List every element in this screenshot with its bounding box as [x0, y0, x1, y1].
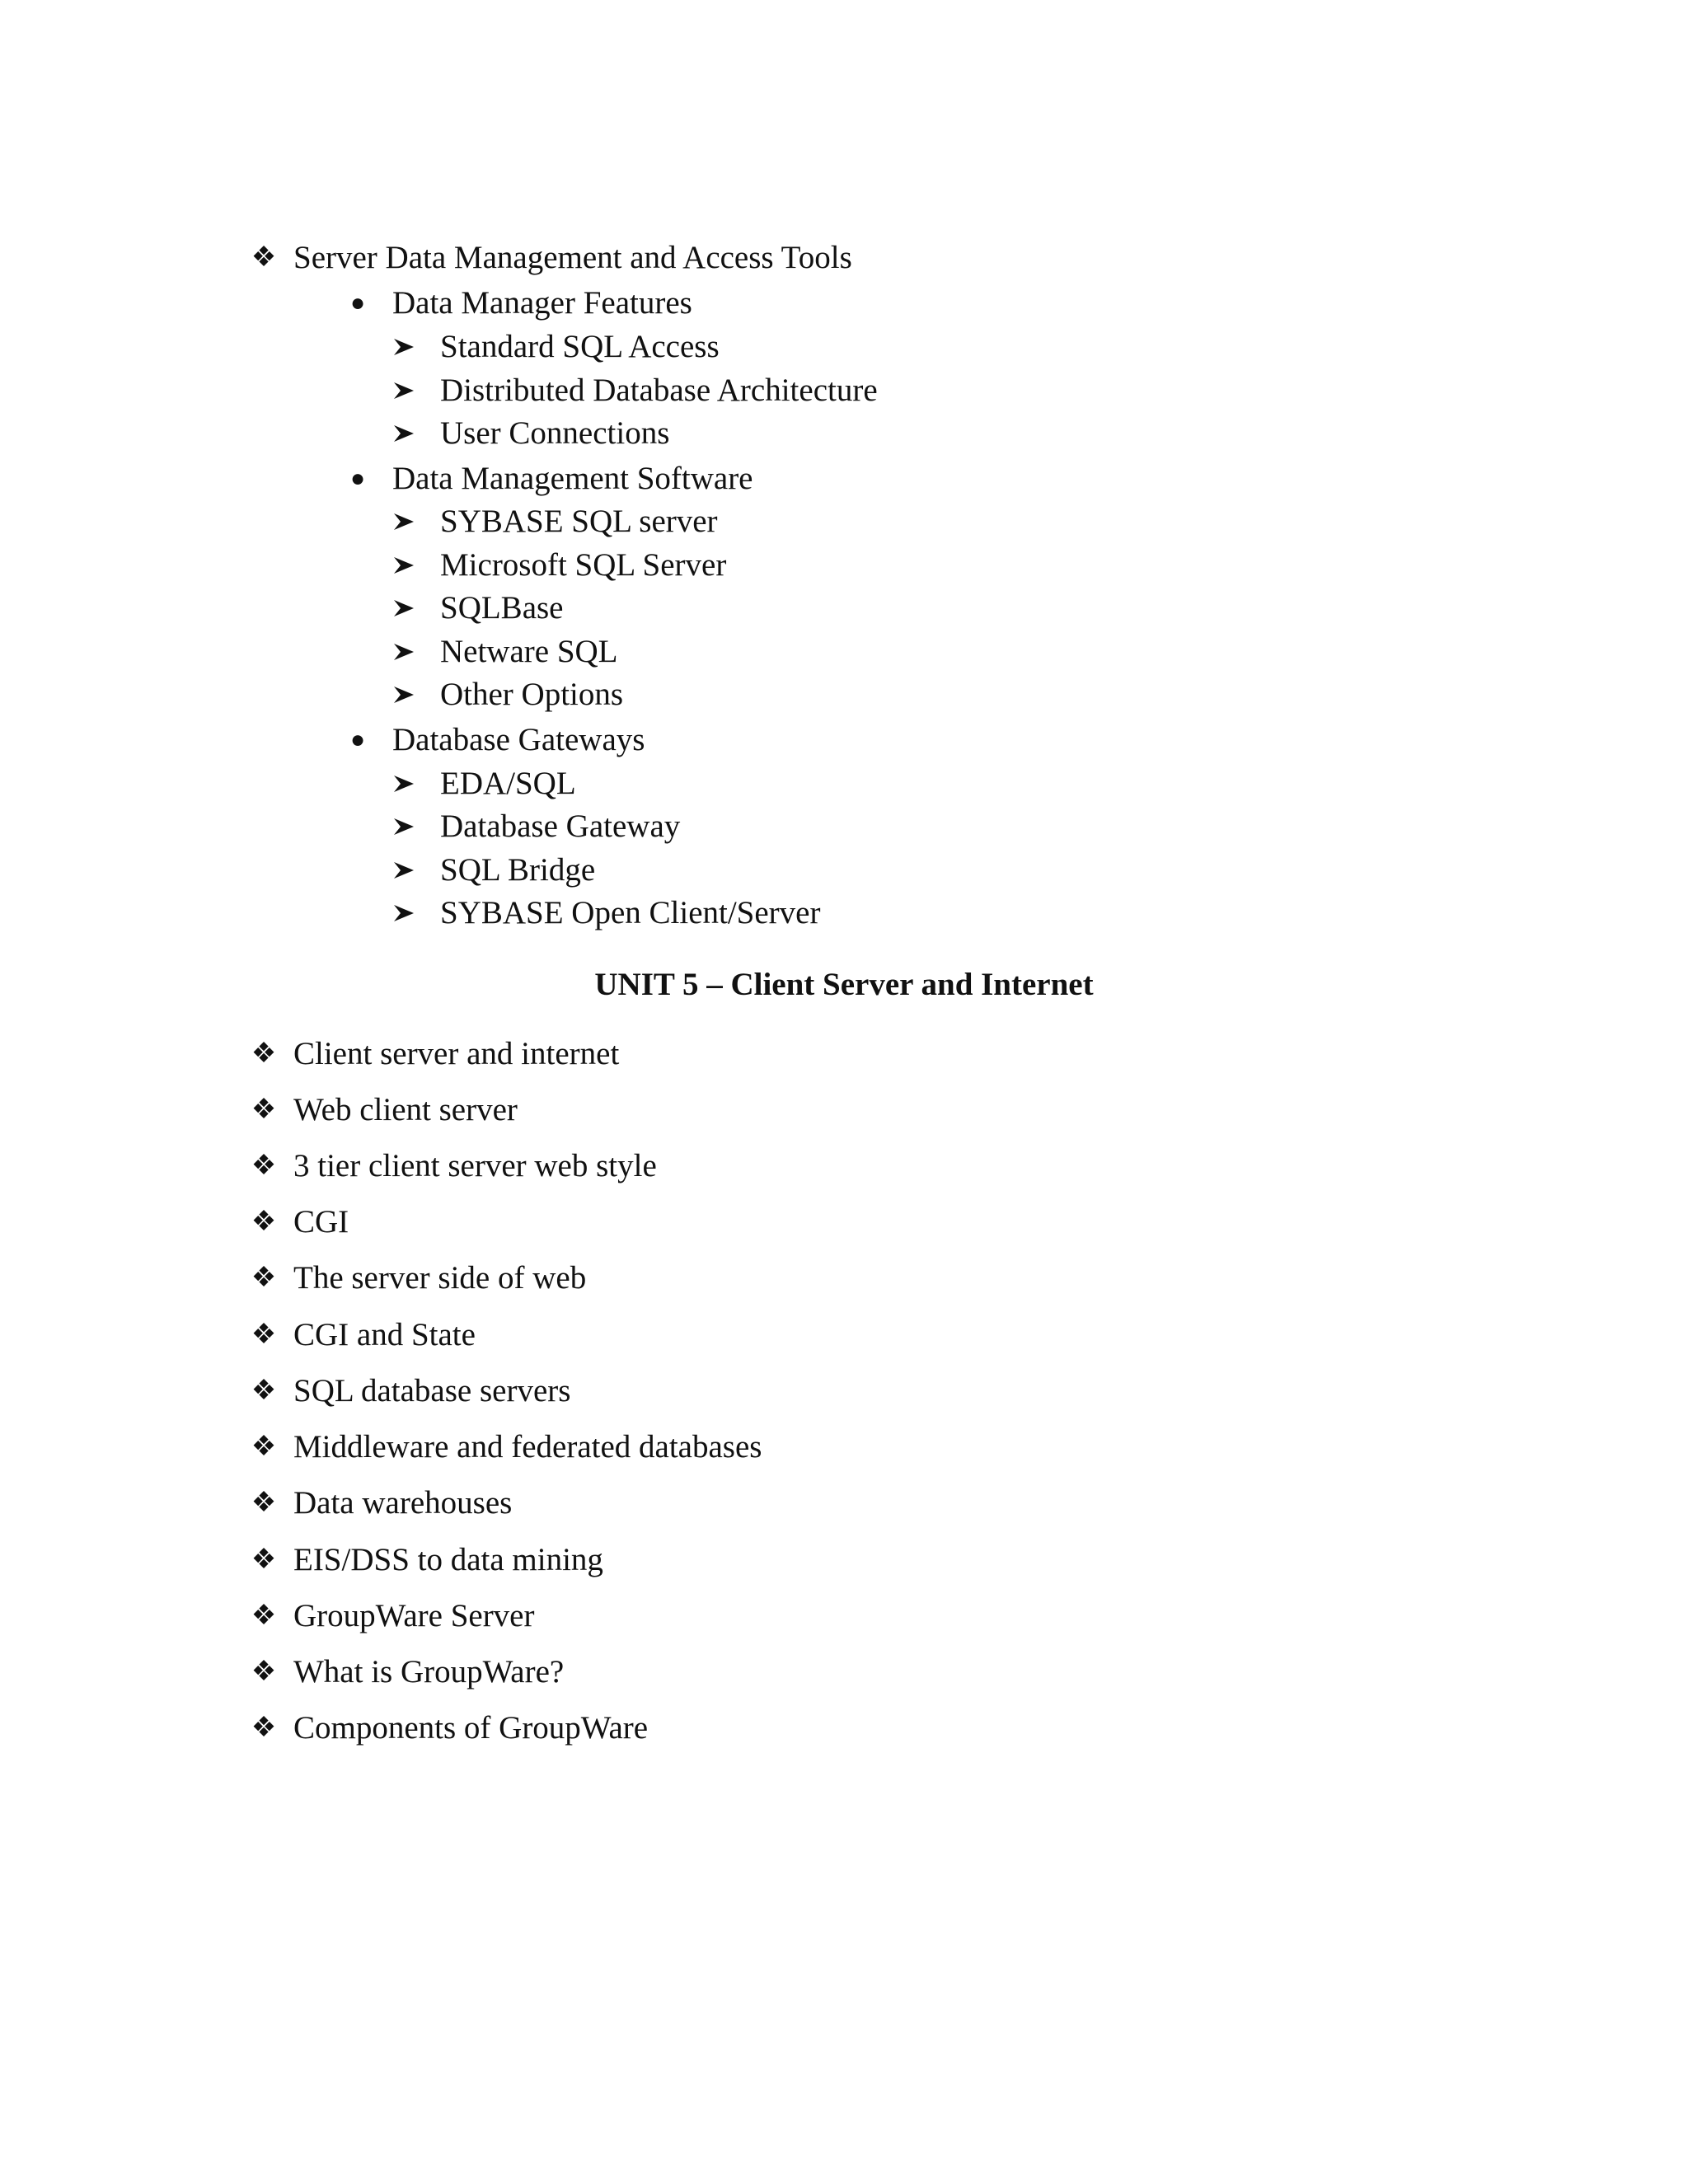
arrow-bullet-icon	[392, 808, 425, 837]
list-item-text: Standard SQL Access	[440, 329, 720, 364]
list-item-text: EDA/SQL	[440, 766, 576, 801]
diamond-bullet-icon: ❖	[251, 1319, 277, 1350]
diamond-bullet-icon: ❖	[251, 1207, 277, 1237]
list-item-text: Web client server	[293, 1092, 518, 1127]
diamond-bullet-icon: ❖	[251, 242, 277, 273]
list-item-text: Data warehouses	[293, 1485, 513, 1521]
group-label: Data Manager Features	[392, 285, 692, 321]
round-bullet-icon: ●	[349, 465, 366, 492]
round-bullet-icon: ●	[349, 289, 366, 316]
arrow-bullet-icon	[392, 677, 425, 705]
round-bullet-icon: ●	[349, 726, 366, 753]
diamond-bullet-icon: ❖	[251, 1544, 277, 1575]
diamond-bullet-icon: ❖	[251, 1432, 277, 1462]
section-title: Server Data Management and Access Tools	[293, 240, 852, 275]
list-item-text: EIS/DSS to data mining	[293, 1542, 603, 1577]
list-item-text: User Connections	[440, 415, 670, 451]
list-item-text: Database Gateway	[440, 808, 681, 844]
list-item-text: SQL database servers	[293, 1373, 571, 1408]
list-item-text: Client server and internet	[293, 1036, 620, 1071]
list-item-text: Middleware and federated databases	[293, 1429, 762, 1465]
diamond-bullet-icon: ❖	[251, 1151, 277, 1181]
arrow-bullet-icon	[392, 634, 425, 662]
diamond-bullet-icon: ❖	[251, 1094, 277, 1125]
diamond-bullet-icon: ❖	[251, 1601, 277, 1631]
arrow-bullet-icon	[392, 547, 425, 575]
list-item-text: Other Options	[440, 677, 624, 712]
list-item-text: SYBASE SQL server	[440, 504, 718, 539]
list-item-text: Netware SQL	[440, 634, 618, 669]
list-item-text: Microsoft SQL Server	[440, 547, 727, 583]
list-item-text: Components of GroupWare	[293, 1710, 649, 1746]
arrow-bullet-icon	[392, 373, 425, 401]
arrow-bullet-icon	[392, 329, 425, 357]
arrow-bullet-icon	[392, 852, 425, 880]
diamond-bullet-icon: ❖	[251, 1657, 277, 1687]
diamond-bullet-icon: ❖	[251, 1038, 277, 1069]
arrow-bullet-icon	[392, 766, 425, 794]
group-label: Data Management Software	[392, 461, 753, 496]
list-item-text: What is GroupWare?	[293, 1654, 565, 1690]
list-item-text: SQL Bridge	[440, 852, 596, 888]
list-item-text: CGI	[293, 1204, 349, 1240]
list-item-text: 3 tier client server web style	[293, 1148, 657, 1183]
arrow-bullet-icon	[392, 895, 425, 923]
diamond-bullet-icon: ❖	[251, 1488, 277, 1518]
list-item-text: CGI and State	[293, 1317, 476, 1352]
diamond-bullet-icon: ❖	[251, 1263, 277, 1293]
diamond-bullet-icon: ❖	[251, 1376, 277, 1406]
list-item-text: The server side of web	[293, 1260, 587, 1296]
diamond-bullet-icon: ❖	[251, 1713, 277, 1743]
list-item-text: SQLBase	[440, 590, 564, 626]
list-item-text: Distributed Database Architecture	[440, 373, 878, 408]
arrow-bullet-icon	[392, 504, 425, 532]
group-label: Database Gateways	[392, 722, 645, 757]
unit-heading: UNIT 5 – Client Server and Internet	[594, 967, 1094, 1002]
list-item-text: SYBASE Open Client/Server	[440, 895, 821, 930]
list-item-text: GroupWare Server	[293, 1598, 535, 1633]
arrow-bullet-icon	[392, 590, 425, 618]
arrow-bullet-icon	[392, 415, 425, 443]
